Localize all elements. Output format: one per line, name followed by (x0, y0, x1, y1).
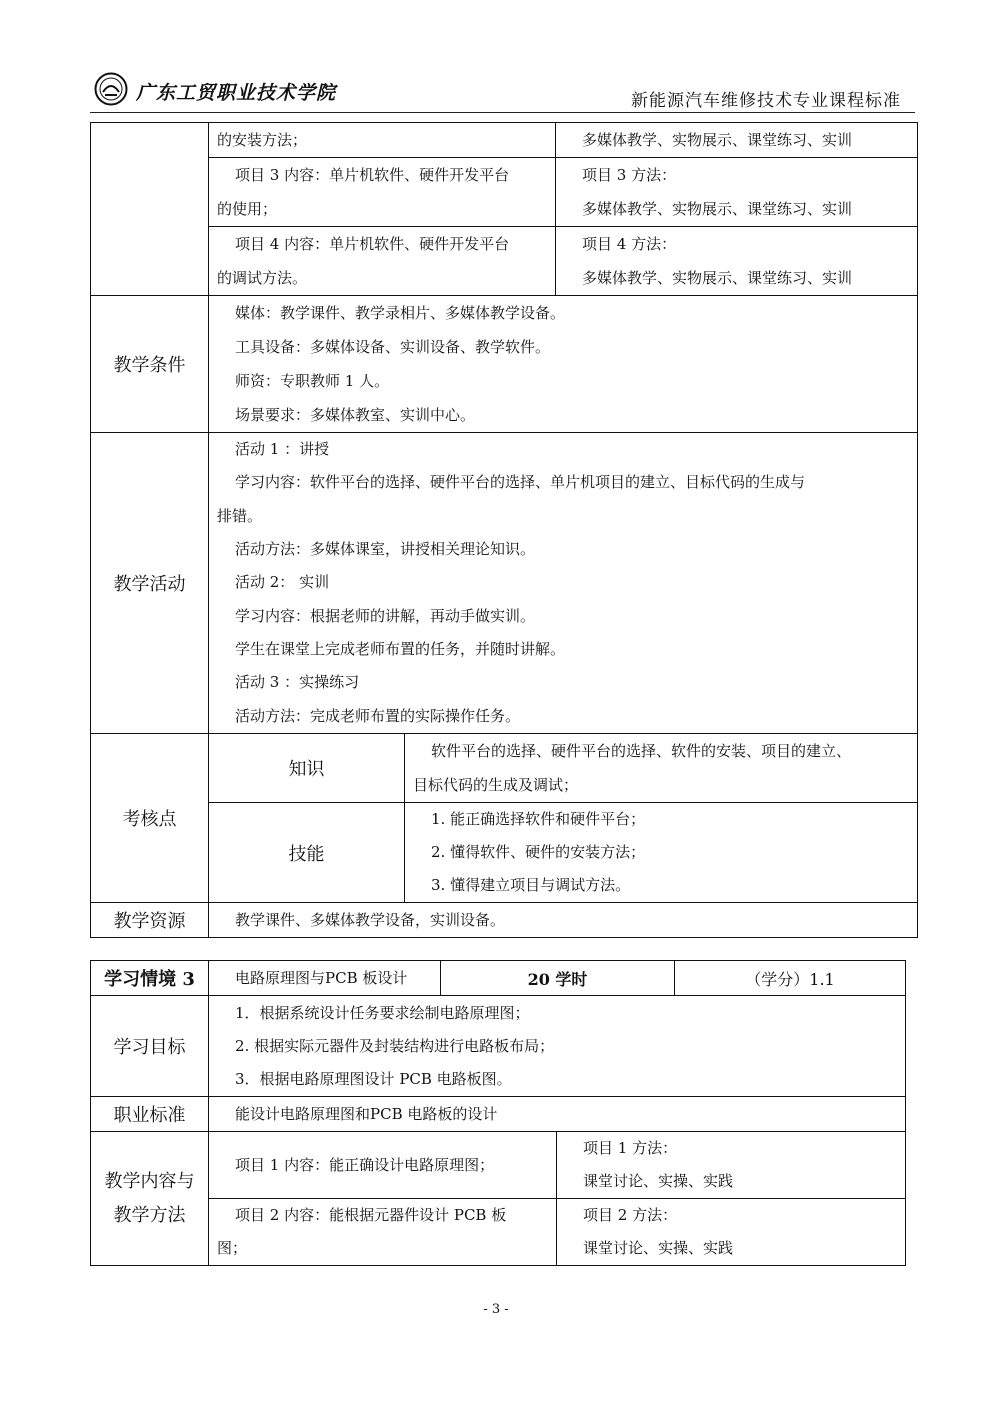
course-table-2 (90, 960, 906, 1266)
method-cell: 项目 4 方法： 多媒体教学、实物展示、课堂练习、实训 (556, 227, 918, 296)
content-cell: 的安装方法； (209, 123, 556, 158)
situation-credit: （学分）1.1 (675, 961, 906, 996)
conditions-content: 媒体：教学课件、教学录相片、多媒体教学设备。 工具设备：多媒体设备、实训设备、教学软件。 师资：专职教师 1 人。 场景要求：多媒体教室、实训中心。 (209, 296, 918, 433)
content-cell: 项目 4 内容：单片机软件、硬件开发平台 的调试方法。 (209, 227, 556, 296)
content-cell: 项目 1 内容：能正确设计电路原理图； (209, 1132, 557, 1199)
resources-content: 教学课件、多媒体教学设备，实训设备。 (209, 903, 918, 938)
method-cell: 项目 1 方法： 课堂讨论、实操、实践 (557, 1132, 906, 1199)
content-cell: 项目 3 内容：单片机软件、硬件开发平台 的使用； (209, 158, 556, 227)
skill-content: 1. 能正确选择软件和硬件平台； 2. 懂得软件、硬件的安装方法； 3. 懂得建立项目与调试方法。 (405, 803, 918, 903)
situation-hours: 20 学时 (441, 961, 675, 996)
skill-label: 技能 (209, 803, 405, 903)
school-logo-icon (94, 72, 128, 106)
knowledge-label: 知识 (209, 734, 405, 803)
conditions-label: 教学条件 (91, 296, 209, 433)
method-cell: 项目 3 方法： 多媒体教学、实物展示、课堂练习、实训 (556, 158, 918, 227)
assessment-label: 考核点 (91, 734, 209, 903)
activities-content: 活动 1 ：讲授 学习内容：软件平台的选择、硬件平台的选择、单片机项目的建立、目标代码的生成与 排错。 活动方法：多媒体课室，讲授相关理论知识。 活动 2： 实训 学习内容：根据老师的讲解，再动手做实训。 学生在课堂上完成老师布置的任务，并随时讲解。 活动 3 ：实操练习 活动方法：完成老师布置的实际操作任务。 (209, 433, 918, 734)
page-number: - 3 - (483, 1302, 509, 1317)
standard-label: 职业标准 (91, 1097, 209, 1132)
goals-label: 学习目标 (91, 996, 209, 1097)
method-cell: 多媒体教学、实物展示、课堂练习、实训 (556, 123, 918, 158)
content-method-label: 教学内容与 教学方法 (91, 1132, 209, 1266)
goals-content: 1．根据系统设计任务要求绘制电路原理图； 2. 根据实际元器件及封装结构进行电路板布局； 3．根据电路原理图设计 PCB 电路板图。 (209, 996, 906, 1097)
situation-name: 电路原理图与PCB 板设计 (209, 961, 441, 996)
resources-label: 教学资源 (91, 903, 209, 938)
page-header (90, 68, 915, 113)
situation-label: 学习情境 3 (91, 961, 209, 996)
content-cell: 项目 2 内容：能根据元器件设计 PCB 板 图； (209, 1199, 557, 1266)
document-title: 新能源汽车维修技术专业课程标准 (631, 91, 901, 111)
school-name: 广东工贸职业技术学院 (136, 82, 337, 104)
method-cell: 项目 2 方法： 课堂讨论、实操、实践 (557, 1199, 906, 1266)
knowledge-content: 软件平台的选择、硬件平台的选择、软件的安装、项目的建立、 目标代码的生成及调试； (405, 734, 918, 803)
standard-content: 能设计电路原理图和PCB 电路板的设计 (209, 1097, 906, 1132)
course-table-1 (90, 122, 918, 938)
activities-label: 教学活动 (91, 433, 209, 734)
continuation-label-cell (91, 123, 209, 296)
